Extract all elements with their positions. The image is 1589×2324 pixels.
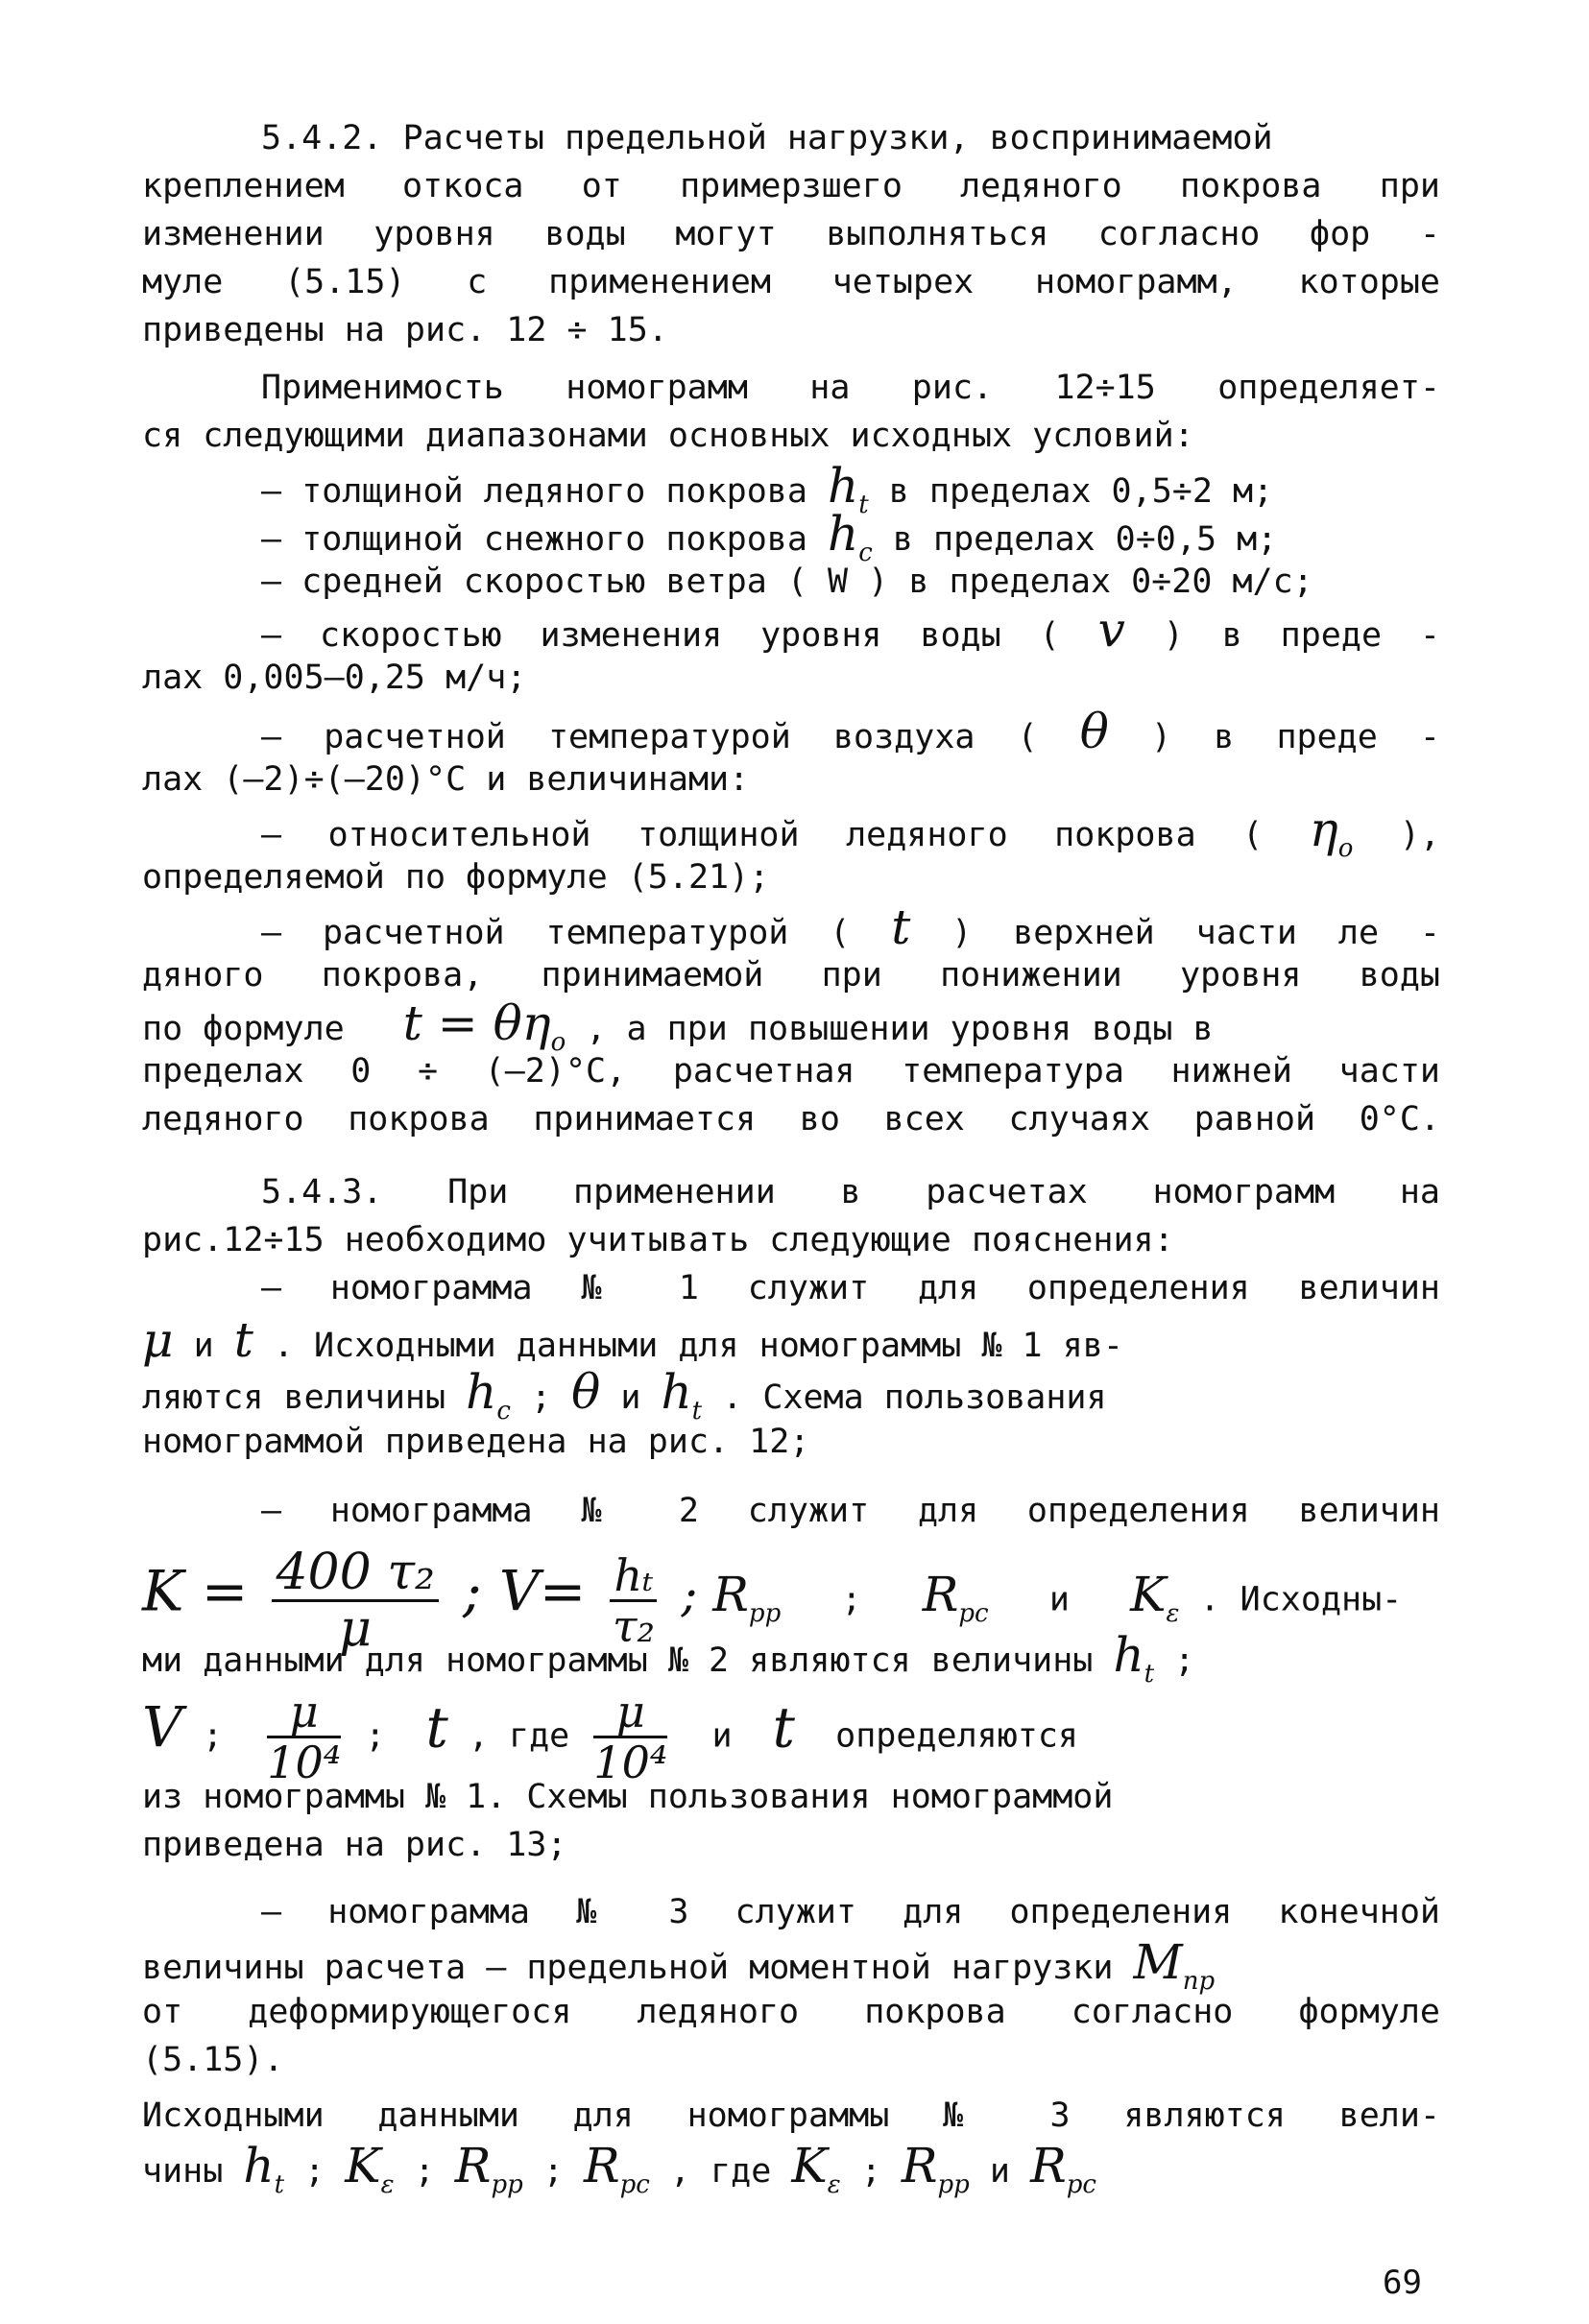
symbol-h-t: $h_t$ bbox=[661, 1364, 703, 1426]
symbol-h-t: $h_t$ bbox=[828, 458, 869, 519]
fraction-mu-1e4-b: $\frac{\mu}{\text{10⁴}}$ bbox=[593, 1686, 668, 1788]
design-temperature-line-3: по формуле $t = \theta\eta_o$ , а при повышении уровня воды в bbox=[142, 995, 1214, 1057]
symbol-h-t: $h_t$ bbox=[1113, 1627, 1155, 1689]
symbol-theta: θ bbox=[1079, 704, 1109, 759]
nomogram1-line-3: ляются величины $h_c$ ; θ и $h_t$ . Схема пользования bbox=[142, 1364, 1107, 1426]
formula-t-theta-eta: $t = \theta\eta_o$ bbox=[402, 995, 566, 1057]
applicability-line-1: Применимость номограмм на рис. 12÷15 определяет- bbox=[261, 369, 1440, 407]
symbol-R-pp: ; $R_{pp}$ bbox=[681, 1566, 782, 1628]
nomogram2-line-1: – номограмма № 2 служит для определения величин bbox=[261, 1492, 1440, 1530]
nomogram2-inputs-line: V ; $\frac{\mu}{\text{10⁴}}$ ; t , где $\frac{\mu}{\text{10⁴}}$ и t определяются bbox=[142, 1686, 1079, 1788]
symbol-R-pp-b: $R_{pp}$ bbox=[901, 2138, 970, 2199]
p542-line-3: изменении уровня воды могут выполняться согласно фор - bbox=[142, 215, 1440, 253]
symbol-mu: μ bbox=[142, 1312, 174, 1368]
symbol-h-c: $h_c$ bbox=[466, 1364, 511, 1426]
symbol-h-c: $h_c$ bbox=[828, 506, 873, 567]
condition-air-temperature: – расчетной температурой воздуха ( θ ) в преде - bbox=[261, 704, 1440, 759]
condition-wind-speed: – средней скоростью ветра ( W ) в пределах 0÷20 м/с; bbox=[261, 563, 1313, 601]
symbol-K-epsilon: $K_\varepsilon$ bbox=[1130, 1566, 1180, 1628]
nomogram3-line-2: величины расчета – предельной моментной нагрузки $M_{пр}$ bbox=[142, 1934, 1216, 1996]
condition-snow-thickness: – толщиной снежного покрова $h_c$ в пределах 0÷0,5 м; bbox=[261, 506, 1278, 567]
condition-air-temperature-cont: лах (–2)÷(–20)°С и величинами: bbox=[142, 760, 750, 799]
condition-relative-ice-thickness-cont: определяемой по формуле (5.21); bbox=[142, 858, 770, 897]
symbol-R-pc: $R_{pc}$ bbox=[922, 1566, 989, 1628]
symbol-R-pc: $R_{pc}$ bbox=[583, 2138, 650, 2199]
symbol-K-epsilon: $K_\varepsilon$ bbox=[345, 2138, 395, 2199]
design-temperature-line-2: дяного покрова, принимаемой при понижении уровня воды bbox=[142, 956, 1440, 994]
nomogram3-line-1: – номограмма № 3 служит для определения конечной bbox=[261, 1893, 1440, 1931]
fraction-mu-1e4: $\frac{\mu}{\text{10⁴}}$ bbox=[267, 1686, 342, 1788]
symbol-R-pc-b: $R_{pc}$ bbox=[1030, 2138, 1096, 2199]
symbol-theta: θ bbox=[571, 1364, 601, 1420]
symbol-v: v bbox=[1097, 602, 1125, 658]
nomogram1-line-1: – номограмма № 1 служит для определения величин bbox=[261, 1269, 1440, 1307]
nomogram3-line-3: от деформирующегося ледяного покрова согласно формуле bbox=[142, 1993, 1440, 2031]
p542-line-4: муле (5.15) с применением четырех номограмм, которые bbox=[142, 263, 1440, 301]
symbol-M-pr: $M_{пр}$ bbox=[1133, 1934, 1216, 1996]
p542-line-5: приведены на рис. 12 ÷ 15. bbox=[142, 311, 668, 349]
symbol-K-epsilon-b: $K_\varepsilon$ bbox=[791, 2138, 841, 2199]
condition-design-temperature: – расчетной температурой ( t ) верхней части ле - bbox=[261, 899, 1441, 955]
nomogram2-line-3: ми данными для номограммы № 2 являются величины $h_t$ ; bbox=[142, 1627, 1195, 1689]
p542-line-2: креплением откоса от примерзшего ледяного покрова при bbox=[142, 167, 1440, 205]
design-temperature-line-5: ледяного покрова принимается во всех случаях равной 0°С. bbox=[142, 1100, 1440, 1138]
symbol-t: t bbox=[425, 1694, 448, 1761]
condition-ice-thickness: – толщиной ледяного покрова $h_t$ в пределах 0,5÷2 м; bbox=[261, 458, 1274, 519]
symbol-eta-o: $\eta_o$ bbox=[1309, 802, 1354, 863]
page-number: 69 bbox=[1383, 2264, 1422, 2302]
symbol-R-pp: $R_{pp}$ bbox=[454, 2138, 523, 2199]
design-temperature-line-4: пределах 0 ÷ (–2)°С, расчетная температура нижней части bbox=[142, 1052, 1440, 1090]
nomogram2-formula-line: K = $\frac{\text{400 τ₂}}{\mu}$ ; V= $\frac{\text{hₜ}}{\text{τ₂}}$ ; $R_{pp}$ ; $R_{pc}$ и $K_\varepsilon$ . Исходны- bbox=[142, 1544, 1403, 1658]
nomogram1-line-4: номограммой приведена на рис. 12; bbox=[142, 1423, 810, 1461]
nomogram1-line-2: μ и t . Исходными данными для номограммы № 1 яв- bbox=[142, 1312, 1123, 1368]
p543-line-2: рис.12÷15 необходимо учитывать следующие пояснения: bbox=[142, 1221, 1174, 1259]
symbol-h-t: $h_t$ bbox=[243, 2138, 285, 2199]
p543-line-1: 5.4.3. При применении в расчетах номограмм на bbox=[261, 1173, 1440, 1211]
nomogram2-line-6: приведена на рис. 13; bbox=[142, 1826, 567, 1864]
condition-water-level-rate: – скоростью изменения уровня воды ( v ) в преде - bbox=[261, 602, 1440, 658]
nomogram2-line-5: из номограммы № 1. Схемы пользования номограммой bbox=[142, 1778, 1114, 1816]
nomogram3-line-5: Исходными данными для номограммы № 3 являются вели- bbox=[142, 2096, 1440, 2135]
condition-relative-ice-thickness: – относительной толщиной ледяного покрова ( $\eta_o$ ), bbox=[261, 802, 1440, 863]
fraction-V: $\frac{\text{hₜ}}{\text{τ₂}}$ bbox=[610, 1553, 657, 1648]
nomogram3-line-4: (5.15). bbox=[142, 2041, 284, 2079]
p542-line-1: 5.4.2. Расчеты предельной нагрузки, воспринимаемой bbox=[261, 119, 1273, 157]
symbol-t-b: t bbox=[772, 1694, 795, 1761]
applicability-line-2: ся следующими диапазонами основных исходных условий: bbox=[142, 417, 1194, 455]
condition-water-level-rate-cont: лах 0,005–0,25 м/ч; bbox=[142, 659, 527, 697]
symbol-t: t bbox=[891, 899, 911, 955]
symbol-V: V bbox=[142, 1694, 182, 1761]
nomogram3-line-6: чины $h_t$ ; $K_\varepsilon$ ; $R_{pp}$ ; $R_{pc}$ , где $K_\varepsilon$ ; $R_{pp}$ и $R_{pc}$ bbox=[142, 2138, 1096, 2199]
symbol-t: t bbox=[233, 1312, 253, 1368]
fraction-K: $\frac{\text{400 τ₂}}{\mu}$ bbox=[272, 1547, 438, 1654]
